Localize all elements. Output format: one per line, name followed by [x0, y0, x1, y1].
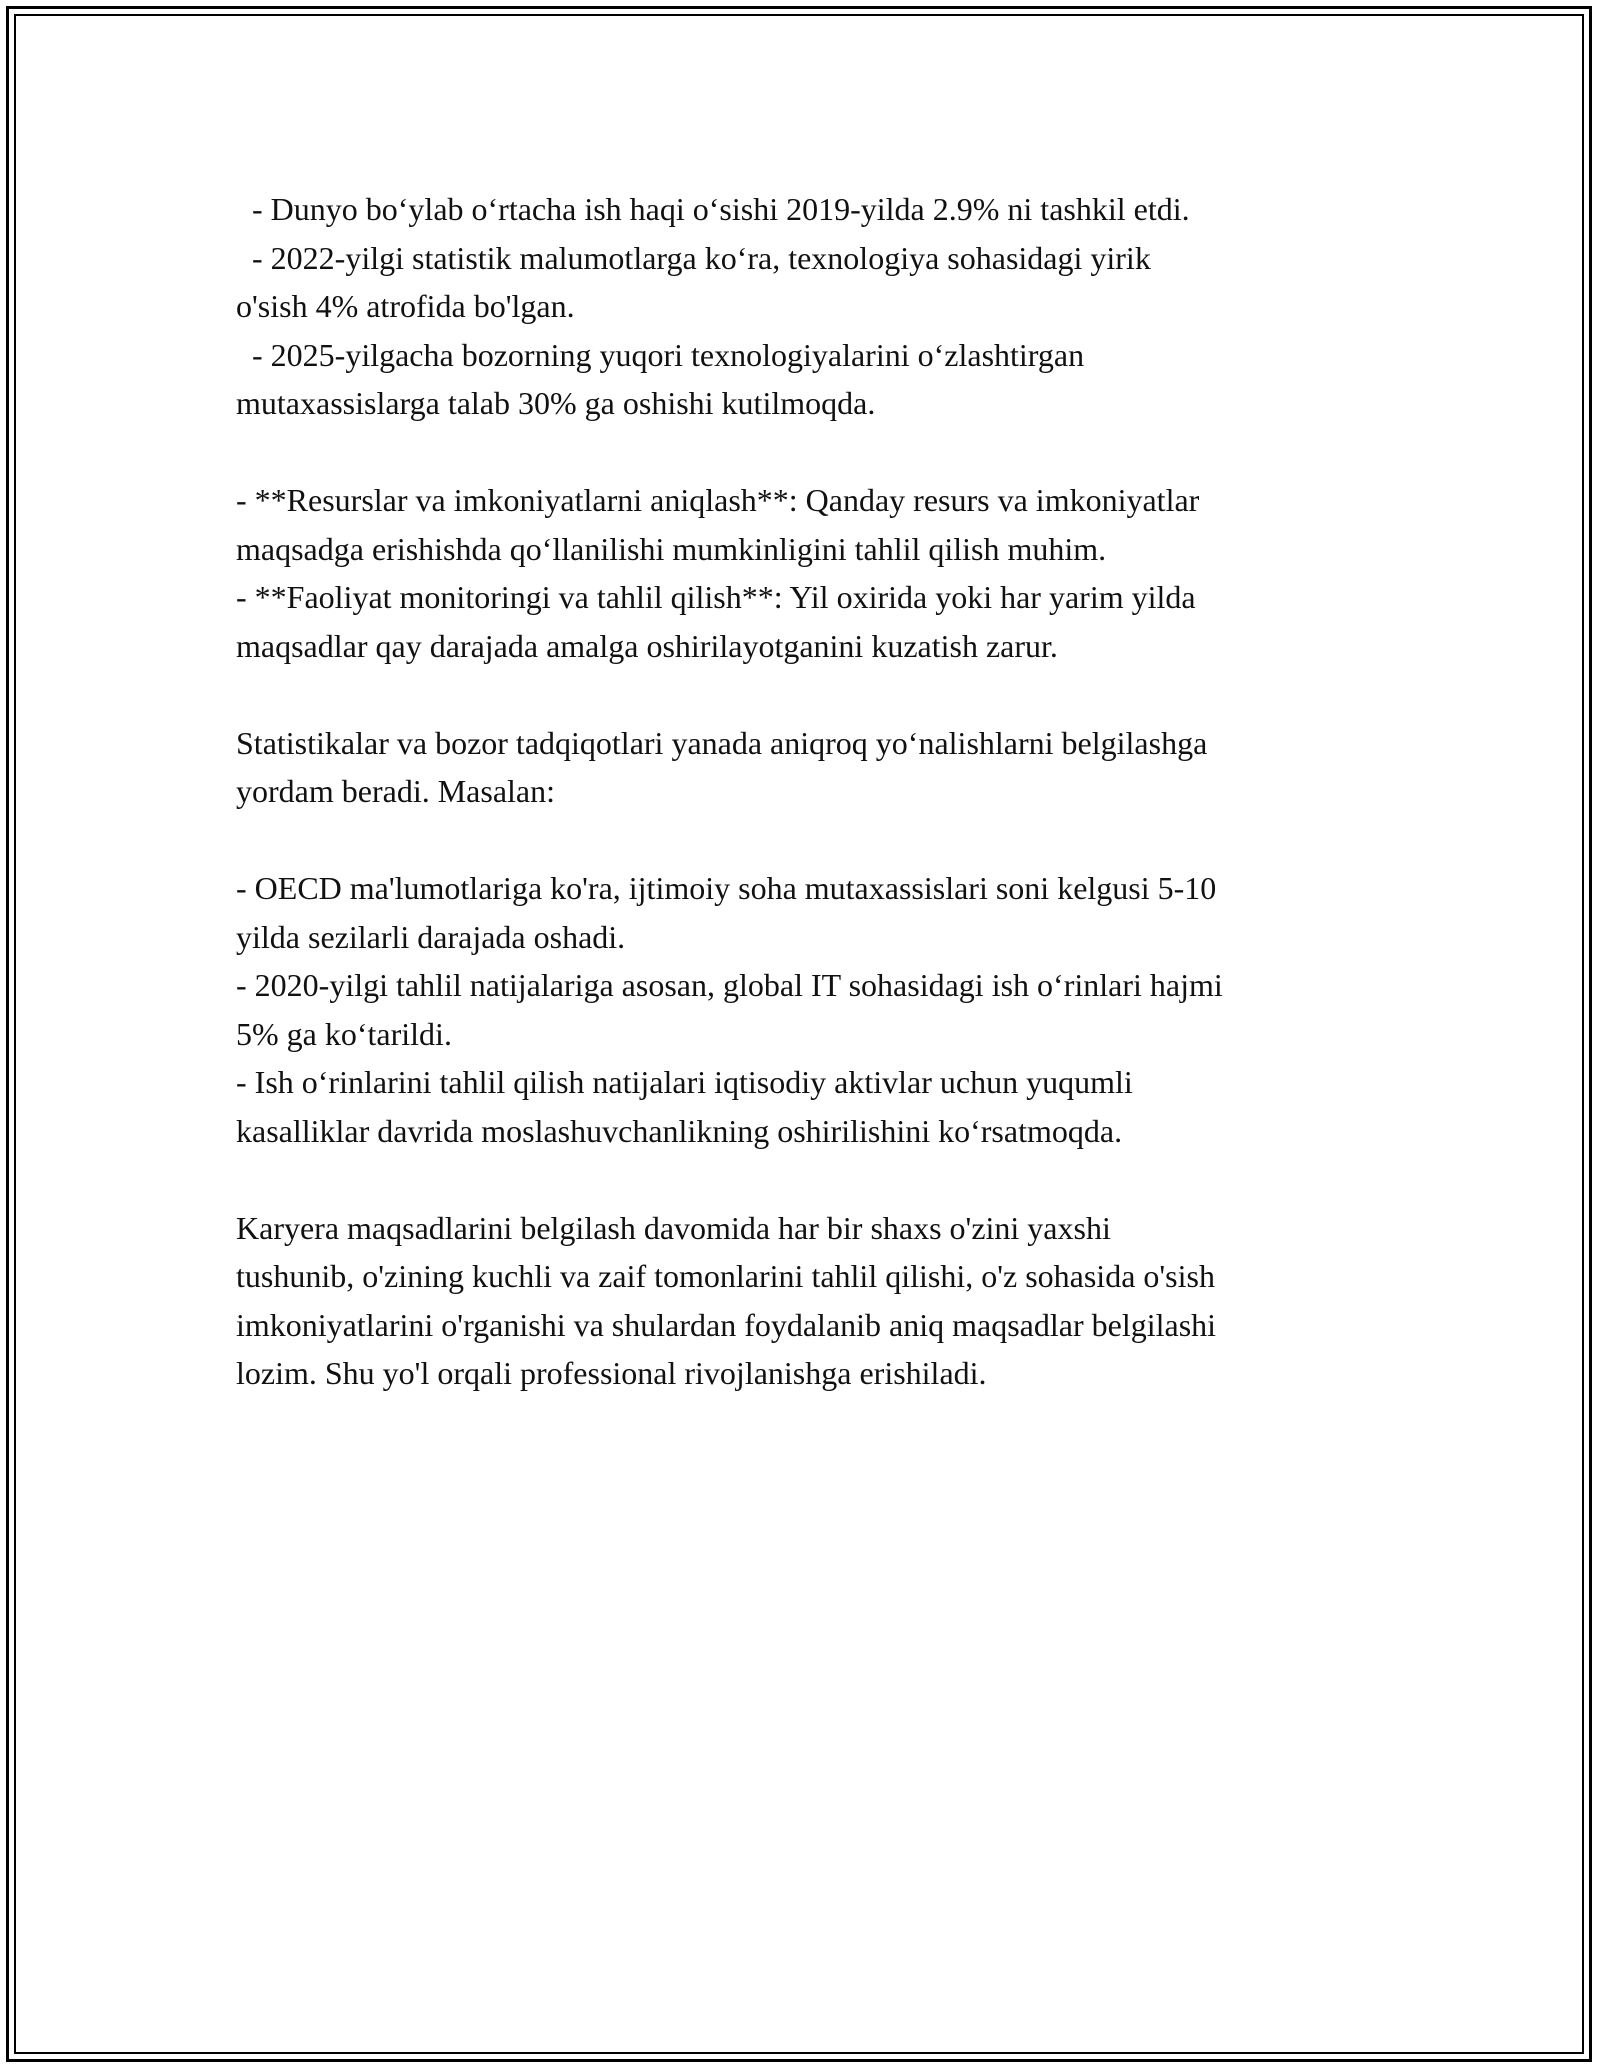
text-line: - OECD ma'lumotlariga ko'ra, ijtimoiy soha mutaxassislari soni kelgusi 5-10 — [236, 870, 1217, 906]
text-line: mutaxassislarga talab 30% ga oshishi kutilmoqda. — [236, 385, 876, 421]
text-line: - 2020-yilgi tahlil natijalariga asosan, global IT sohasidagi ish o‘rinlari hajmi — [236, 967, 1223, 1003]
text-line: 5% ga ko‘tarildi. — [236, 1015, 452, 1052]
text-line: - Ish o‘rinlarini tahlil qilish natijalari iqtisodiy aktivlar uchun yuqumli — [236, 1064, 1133, 1100]
text-line: - 2022-yilgi statistik malumotlarga ko‘ra, texnologiya sohasidagi yirik — [236, 239, 1151, 276]
paragraph-spacer — [236, 816, 1376, 865]
text-line: - 2025-yilgacha bozorning yuqori texnologiyalarini o‘zlashtirgan — [236, 336, 1085, 373]
paragraph-spacer — [236, 428, 1376, 477]
text-line: Karyera maqsadlarini belgilash davomida har bir shaxs o'zini yaxshi — [236, 1209, 1111, 1246]
text-line: - **Faoliyat monitoringi va tahlil qilish**: Yil oxirida yoki har yarim yilda — [236, 579, 1196, 615]
text-line: o'sish 4% atrofida bo'lgan. — [236, 288, 575, 324]
paragraph-spacer — [236, 1155, 1376, 1204]
text-line: yordam beradi. Masalan: — [236, 773, 555, 809]
document-body — [236, 185, 1376, 1398]
paragraph-spacer — [236, 670, 1376, 719]
text-line: kasalliklar davrida moslashuvchanlikning oshirilishini ko‘rsatmoqda. — [236, 1112, 1123, 1149]
text-line: imkoniyatlarini o'rganishi va shulardan foydalanib aniq maqsadlar belgilashi — [236, 1306, 1217, 1343]
text-line: - **Resurslar va imkoniyatlarni aniqlash**: Qanday resurs va imkoniyatlar — [236, 482, 1200, 518]
text-line: - Dunyo bo‘ylab o‘rtacha ish haqi o‘sishi 2019-yilda 2.9% ni tashkil etdi. — [236, 191, 1190, 227]
text-line: tushunib, o'zining kuchli va zaif tomonlarini tahlil qilishi, o'z sohasida o'sish — [236, 1258, 1215, 1294]
text-line: lozim. Shu yo'l orqali professional rivojlanishga erishiladi. — [236, 1355, 987, 1391]
text-line: maqsadga erishishda qo‘llanilishi mumkinligini tahlil qilish muhim. — [236, 530, 1107, 567]
text-line: yilda sezilarli darajada oshadi. — [236, 918, 626, 955]
text-line: maqsadlar qay darajada amalga oshirilayotganini kuzatish zarur. — [236, 627, 1058, 664]
text-line: Statistikalar va bozor tadqiqotlari yanada aniqroq yo‘nalishlarni belgilashga — [236, 724, 1208, 761]
